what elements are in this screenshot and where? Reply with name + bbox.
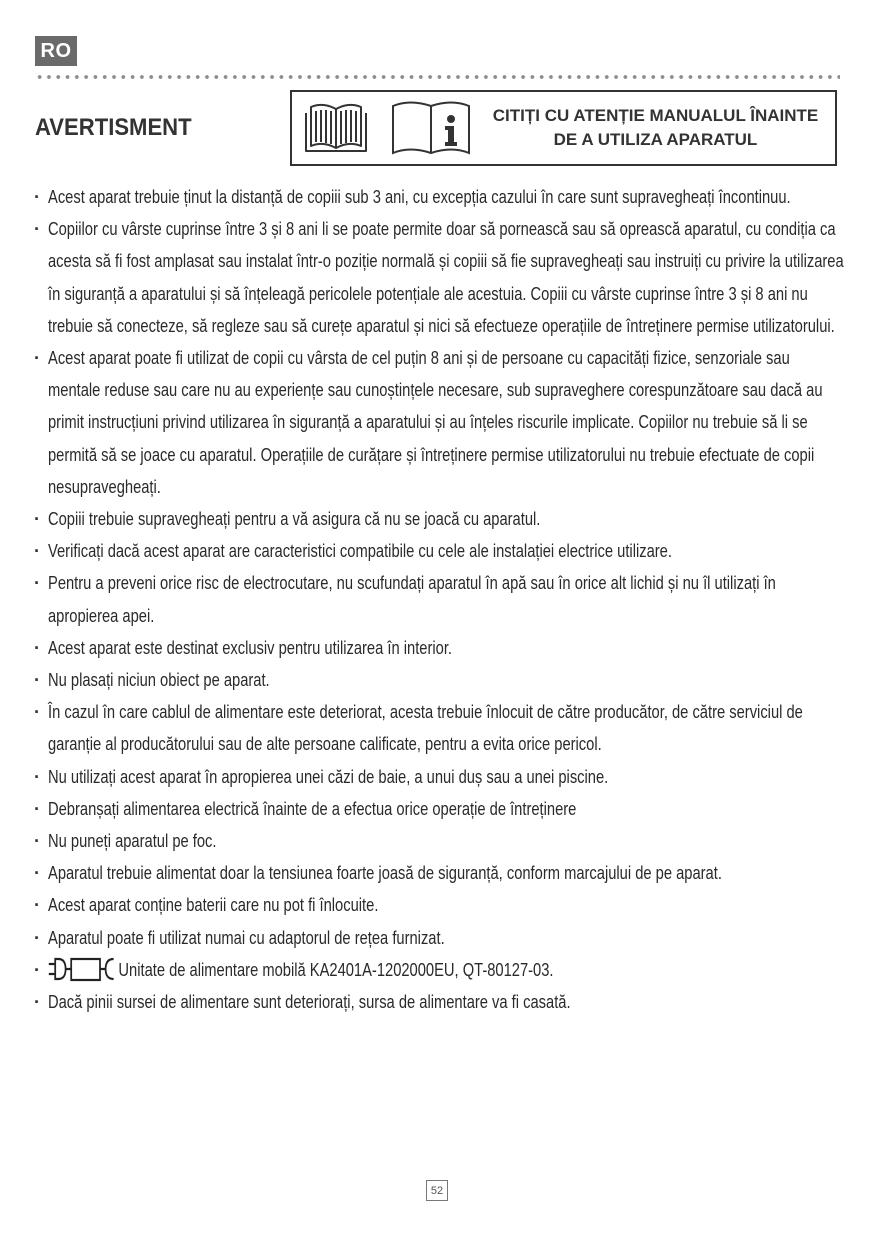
list-item: · Verificați dacă acest aparat are caracteristici compatibile cu cele ale instalației electrice utilizare. (34, 535, 846, 567)
notice-line-2: DE A UTILIZA APARATUL (553, 130, 758, 149)
warning-list (34, 181, 846, 1018)
notice-text (482, 104, 829, 152)
page-title: AVERTISMENT (35, 114, 192, 141)
power-adapter-icon (48, 956, 117, 982)
list-item: · Acest aparat poate fi utilizat de copii cu vârsta de cel puțin 8 ani și de persoane cu capacități fizice, senzoriale sau mentale reduse sau care nu au experiențe sau cunoștințele necesare, sub supraveghere corespunzătoare sau dacă au primit instrucțiuni privind utilizarea în siguranță a aparatului și au înțeles riscurile implicate. Copiilor nu trebuie să li se permită să se joace cu aparatul. Operațiile de curățare și întreținere permise utilizatorului nu trebuie efectuate de copii nesupravegheați. (34, 342, 846, 503)
dotted-divider (35, 74, 840, 80)
read-manual-notice (290, 90, 837, 166)
warning-list-container (34, 181, 846, 1018)
list-item: · Nu plasați niciun obiect pe aparat. (34, 664, 846, 696)
language-badge: RO (35, 36, 77, 66)
list-item: · Aparatul poate fi utilizat numai cu adaptorul de rețea furnizat. (34, 922, 846, 954)
list-item: · Pentru a preveni orice risc de electrocutare, nu scufundați aparatul în apă sau în orice alt lichid și nu îl utilizați în apropierea apei. (34, 567, 846, 631)
list-item: · Copiilor cu vârste cuprinse între 3 și 8 ani li se poate permite doar să pornească sau să oprească aparatul, cu condiția ca acesta să fi fost amplasat sau instalat într-o poziție normală și copiii să fie supravegheați sau instruiți cu privire la utilizarea în siguranță a aparatului și să înțeleagă pericolele potențiale ale acestuia. Copiii cu vârste cuprinse între 3 și 8 ani nu trebuie să conecteze, să regleze sau să curețe aparatul și nici să efectueze operațiile de întreținere permise utilizatorului. (34, 213, 846, 342)
list-item: · Acest aparat trebuie ținut la distanță de copiii sub 3 ani, cu excepția cazului în care sunt supravegheați încontinuu. (34, 181, 846, 213)
power-unit-text: Unitate de alimentare mobilă KA2401A-1202000EU, QT-80127-03. (118, 958, 554, 980)
list-item: · Acest aparat este destinat exclusiv pentru utilizarea în interior. (34, 632, 846, 664)
list-item: · Debranșați alimentarea electrică înainte de a efectua orice operație de întreținere (34, 793, 846, 825)
list-item: · Nu puneți aparatul pe foc. (34, 825, 846, 857)
list-item: · Acest aparat conține baterii care nu pot fi înlocuite. (34, 889, 846, 921)
notice-line-1: CITIȚI CU ATENȚIE MANUALUL ÎNAINTE (492, 106, 819, 125)
page-number: 52 (426, 1180, 448, 1201)
list-item: · Nu utilizați acest aparat în apropierea unei căzi de baie, a unui duș sau a unei piscine. (34, 761, 846, 793)
list-item: · Copiii trebuie supravegheați pentru a vă asigura că nu se joacă cu aparatul. (34, 503, 846, 535)
list-item: · Dacă pinii sursei de alimentare sunt deteriorați, sursa de alimentare va fi casată. (34, 986, 846, 1018)
open-book-icon (302, 99, 370, 157)
list-item: · Aparatul trebuie alimentat doar la tensiunea foarte joasă de siguranță, conform marcajului de pe aparat. (34, 857, 846, 889)
list-item: · În cazul în care cablul de alimentare este deteriorat, acesta trebuie înlocuit de către producător, de către serviciul de garanție al producătorului sau de alte persoane calificate, pentru a evita orice pericol. (34, 696, 846, 760)
power-unit-item (34, 954, 846, 986)
info-icon (390, 98, 472, 158)
